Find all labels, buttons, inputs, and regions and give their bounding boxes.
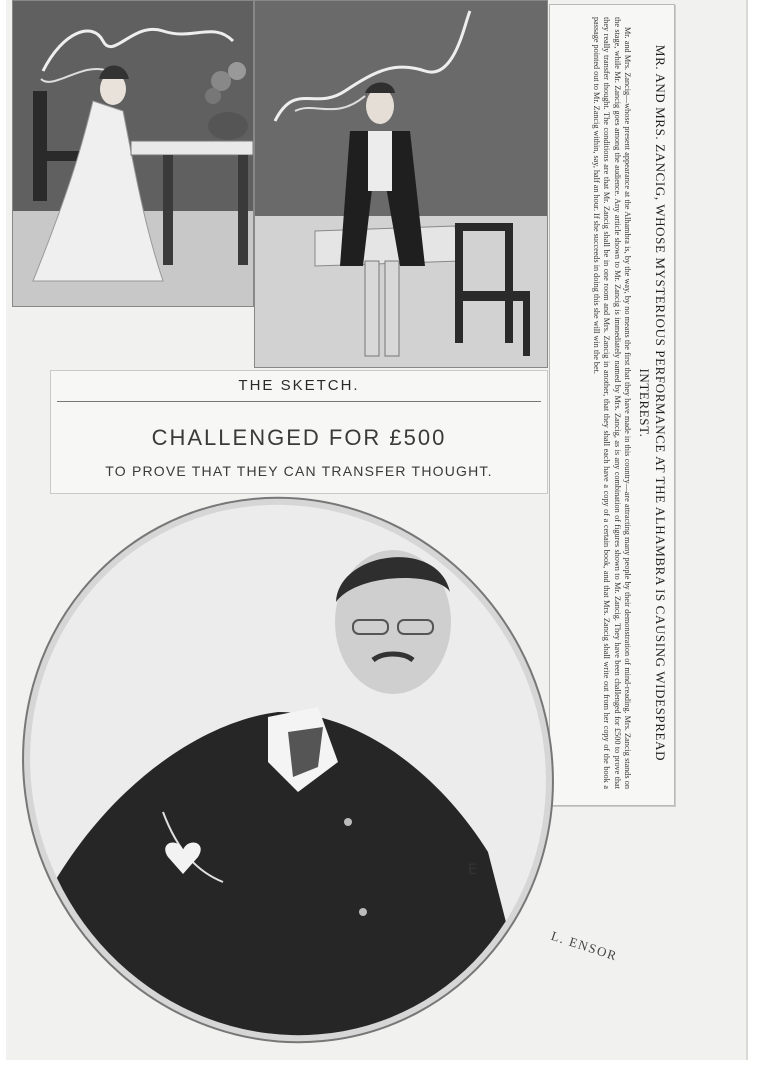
divider [57,401,541,402]
seated-woman-drawing [13,1,253,306]
clipping-rotated-content [552,5,674,801]
sketch-heading-box [50,370,548,494]
printed-mark: E [468,862,477,878]
sketch-title: THE SKETCH. [238,377,360,394]
sketch-subheadline: TO PROVE THAT THEY CAN TRANSFER THOUGHT. [105,463,493,479]
clipping-body: Mr. and Mrs. Zancig—whose present appearance at the Alhambra is, by the way, by no means the first that they have made in this country—are attracting many people by their demonstration of mind-reading. Mrs. Zancig stands on the stage, while Mr. Zancig goes among the audience. Any article shown to Mr. Zancig is immediately named by Mrs. Zancig, as is any combination of figures shown to Mr. Zancig. They have been challenged for £500 to prove that they really transfer thought. The conditions are that Mr. Zancig shall be in one room and Mrs. Zancig in another, that they shall each have a copy of a certain book, and that Mrs. Zancig shall write out from her copy of the book a passage pointed out to Mr. Zancig within, say, half an hour. If she succeeds in doing this she will win the bet. [591,17,632,789]
newspaper-clipping [549,4,675,806]
scrapbook-page [6,0,748,1060]
collector-stamp: L. ENSOR [549,928,620,964]
oval-portrait [18,492,558,1047]
standing-man-drawing [255,1,547,367]
illustration-standing-man [254,0,548,368]
sketch-headline: CHALLENGED FOR £500 [151,425,447,450]
portrait-photo [18,492,558,1047]
clipping-headline: MR. AND MRS. ZANCIG, WHOSE MYSTERIOUS PERFORMANCE AT THE ALHAMBRA IS CAUSING WIDESPREAD INTEREST. [637,44,668,762]
illustration-seated-woman [12,0,254,307]
